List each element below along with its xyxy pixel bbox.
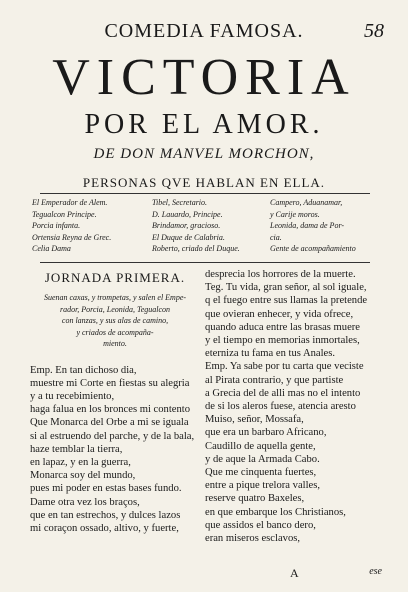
stage-line: Suenan caxas, y trompetas, y salen el Empe- [43, 293, 187, 302]
stage-line: con lanzas, y sus alas de camino, [61, 316, 169, 325]
verse-line: de si los aleros fuese, atencia aresto [205, 401, 356, 413]
verse-line: y a tu recebimiento, [30, 390, 115, 402]
verse-line: eran miseros esclavos, [205, 533, 301, 545]
cast-entry: D. Lauardo, Principe. [152, 209, 223, 219]
verse-line: muestre mi Corte en fiestas su alegria [30, 377, 190, 389]
verse-line: al Pirata contrario, y que partiste [205, 374, 344, 386]
verse-line: haga falua en los bronces mi contento [30, 404, 191, 416]
verse-line: que era un barbaro Africano, [205, 427, 327, 439]
verse-line: que en tan estrechos, y dulces lazos [30, 509, 181, 521]
cast-entry: Brindamor, gracioso. [152, 221, 221, 231]
cast-entry: y Carije moros. [270, 209, 320, 219]
cast-entry: Campero, Aduanamar, [270, 198, 343, 207]
cast-entry: Porcia infanta. [32, 221, 81, 231]
cast-entry: Leonida, dama de Por- [270, 221, 345, 231]
cast-column-1 [32, 197, 144, 255]
verse-line: entre a pique trelora valles, [205, 480, 321, 492]
verse-line: en que embarque los Christianos, [205, 506, 346, 518]
stage-line: rador, Porcia, Leonida, Tegualcon [59, 304, 171, 314]
right-text-column [205, 268, 390, 545]
cast-entry: Celia Dama [32, 244, 71, 254]
verse-line: pues mi poder en estas bases fundo. [30, 483, 182, 495]
verse-line: Dame otra vez los braços, [30, 496, 140, 508]
verse-line: desprecia los horrores de la muerte. [205, 269, 356, 280]
stage-line: y criados de acompaña- [76, 327, 154, 337]
cast-entry: Tibel, Secretario. [152, 198, 208, 207]
verse-line: y de aque la Armada Cabo. [205, 453, 320, 465]
verse-line: reserve quatro Baxeles, [205, 493, 305, 505]
verse-line: haze temblar la tierra, [30, 443, 123, 455]
verse-line: si al estruendo del parche, y de la bala, [30, 430, 195, 442]
stage-line: miento. [103, 339, 127, 348]
verse-line: y el tiempo en memorias inmortales, [205, 335, 360, 347]
stage-direction [30, 292, 200, 350]
cast-entry: El Duque de Calabria. [152, 232, 225, 242]
play-subtitle: POR EL AMOR. [84, 109, 324, 140]
verse-line: Que me cinquenta fuertes, [205, 467, 317, 479]
verse-line: Teg. Tu vida, gran señor, al sol iguale, [205, 282, 367, 294]
page-number: 58 [364, 20, 384, 42]
left-text-column [30, 266, 200, 535]
verse-line: eterniza tu fama en tus Anales. [205, 348, 336, 360]
cast-entry: Roberto, criado del Duque. [152, 244, 240, 254]
header-title: COMEDIA FAMOSA. [104, 20, 304, 42]
verse-line: Que Monarca del Orbe a mi se iguala [30, 417, 189, 429]
verse-line: Caudillo de aquella gente, [205, 440, 316, 452]
signature-mark: ese [369, 566, 382, 577]
act-heading: JORNADA PRIMERA. [44, 270, 186, 285]
author-line: DE DON MANVEL MORCHON, [93, 146, 315, 162]
verse-line: q el fuego entre sus llamas la pretende [205, 295, 368, 307]
cast-divider [40, 262, 370, 263]
cast-entry: Tegualcon Principe. [32, 209, 97, 219]
running-header [0, 20, 408, 46]
verse-line: Emp. Ya sabe por tu carta que veciste [205, 361, 364, 373]
verse-line: Emp. En tan dichoso dia, [30, 364, 137, 376]
verse-line: mi coraçon ossado, altivo, y fuerte, [30, 522, 179, 534]
verse-line: en lapaz, y en la guerra, [30, 456, 131, 468]
personas-heading: PERSONAS QVE HABLAN EN ELLA. [82, 175, 326, 190]
verse-line: Muiso, señor, Mossafa, [205, 414, 304, 426]
verse-line: que ovieran enhecer, y vida ofrece, [205, 308, 354, 320]
cast-entry: Gente de acompañamiento [270, 244, 356, 254]
play-title: VICTORIA [52, 49, 356, 106]
cast-column-3 [270, 197, 388, 255]
verse-line: que assidos el banco dero, [205, 519, 316, 531]
verse-line: a Grecia del de alli mas no el intento [205, 387, 361, 399]
cast-entry: El Emperador de Alem. [32, 198, 108, 207]
catchword: A [290, 566, 299, 580]
cast-entry: Ortensia Reyna de Grec. [32, 232, 112, 242]
verse-line: Monarca soy del mundo, [30, 470, 136, 482]
cast-entry: cia. [270, 232, 282, 242]
verse-line: quando aduca entre las brasas muere [205, 321, 361, 333]
cast-column-2 [152, 197, 262, 255]
top-rule [40, 193, 370, 194]
